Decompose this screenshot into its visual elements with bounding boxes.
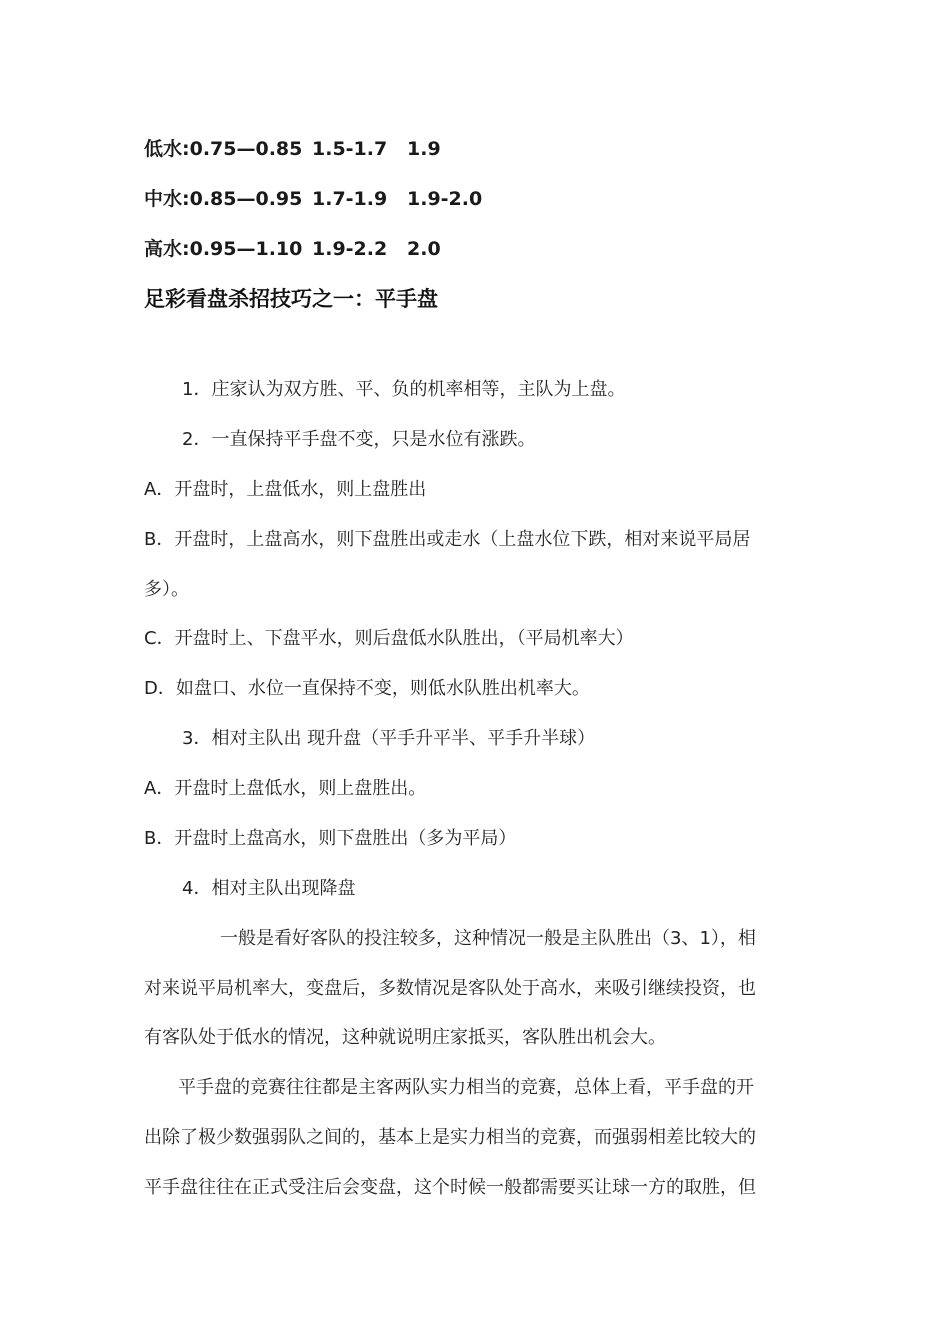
water-level-value: 1.9 <box>407 138 441 160</box>
water-level-high <box>144 237 441 261</box>
paragraph: 对来说平局机率大，变盘后，多数情况是客队处于高水，来吸引继续投资，也 <box>144 978 756 999</box>
paragraph: 4．相对主队出现降盘 <box>182 878 356 899</box>
paragraph: 1．庄家认为双方胜、平、负的机率相等，主队为上盘。 <box>182 379 626 400</box>
paragraph: 有客队处于低水的情况，这种就说明庄家抵买，客队胜出机会大。 <box>144 1027 666 1048</box>
paragraph: 2．一直保持平手盘不变，只是水位有涨跌。 <box>182 429 536 450</box>
water-level-mid <box>144 187 482 211</box>
water-level-range: 1.7-1.9 <box>312 188 388 210</box>
paragraph: 一般是看好客队的投注较多，这种情况一般是主队胜出（3、1），相 <box>220 928 756 949</box>
paragraph: 平手盘的竞赛往往都是主客两队实力相当的竞赛，总体上看，平手盘的开 <box>178 1077 754 1098</box>
paragraph: B．开盘时，上盘高水，则下盘胜出或走水（上盘水位下跌，相对来说平局居 <box>144 529 751 550</box>
water-level-range: 1.5-1.7 <box>312 138 388 160</box>
paragraph: A．开盘时上盘低水，则上盘胜出。 <box>144 778 427 799</box>
section-heading: 足彩看盘杀招技巧之一：平手盘 <box>144 287 438 311</box>
water-level-label: 中水:0.85—0.95 <box>144 188 303 210</box>
paragraph: A．开盘时，上盘低水，则上盘胜出 <box>144 479 427 500</box>
paragraph: D．如盘口、水位一直保持不变，则低水队胜出机率大。 <box>144 678 590 699</box>
water-level-low <box>144 137 441 161</box>
paragraph: B．开盘时上盘高水，则下盘胜出（多为平局） <box>144 828 517 849</box>
water-level-range: 1.9-2.2 <box>312 238 388 260</box>
paragraph: C．开盘时上、下盘平水，则后盘低水队胜出，（平局机率大） <box>144 628 634 649</box>
water-level-label: 高水:0.95—1.10 <box>144 238 303 260</box>
paragraph: 3．相对主队出 现升盘（平手升平半、平手升半球） <box>182 728 596 749</box>
water-level-value: 1.9-2.0 <box>407 188 483 210</box>
water-level-value: 2.0 <box>407 238 441 260</box>
water-level-label: 低水:0.75—0.85 <box>144 138 303 160</box>
paragraph: 平手盘往往在正式受注后会变盘，这个时候一般都需要买让球一方的取胜，但 <box>144 1177 756 1198</box>
paragraph: 多）。 <box>144 579 189 600</box>
paragraph: 出除了极少数强弱队之间的，基本上是实力相当的竞赛，而强弱相差比较大的 <box>144 1127 756 1148</box>
